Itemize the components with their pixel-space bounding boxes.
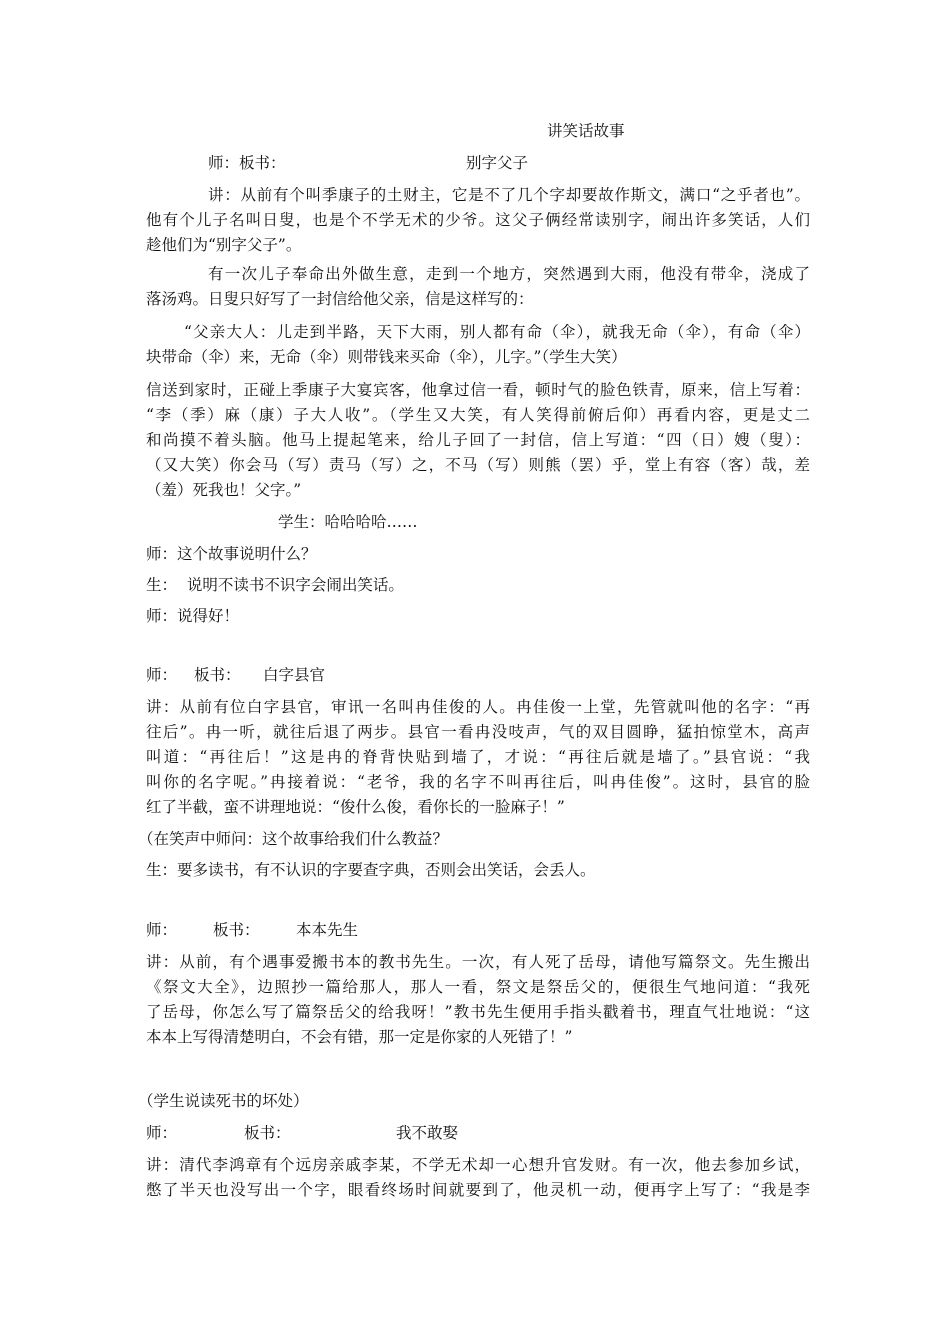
student-answer: 生： 说明不读书不识字会闹出笑话。 [146, 576, 404, 594]
paragraph-line: 讲：从前，有个遇事爱搬书本的教书先生。一次，有人死了岳母，请他写篇祭文。先生搬出 [146, 953, 810, 971]
paragraph-line: 了岳母，你怎么写了篇祭岳父的给我呀！”教书先生便用手指头戳着书，理直气壮地说：“这 [146, 1003, 810, 1021]
paragraph-line: 讲：从前有个叫季康子的土财主，它是不了几个字却要故作斯文，满口“之乎者也”。 [208, 186, 810, 204]
letter-line: “父亲大人：儿走到半路，天下大雨，别人都有命（伞），就我无命（伞），有命（伞） [184, 323, 810, 341]
paragraph-line: （又大笑）你会马（写）责马（写）之，不马（写）则熊（罢）乎，堂上有容（客）哉，差 [146, 456, 810, 474]
page-title: 讲笑话故事 [547, 122, 625, 140]
board-title: 白字县官 [263, 666, 326, 684]
board-title: 别字父子 [466, 154, 529, 172]
teacher-question: （在笑声中师问：这个故事给我们什么教益？ [138, 830, 449, 848]
paragraph-line: 红了半截，蛮不讲理地说：“俊什么俊，看你长的一脸麻子！” [146, 798, 565, 816]
teacher-question: 师：这个故事说明什么？ [146, 545, 317, 563]
paragraph-line: 和尚摸不着头脑。他马上提起笔来，给儿子回了一封信，信上写道：“四（日）嫂（叟）： [146, 431, 810, 449]
teacher-label: 师： [146, 666, 178, 684]
paragraph-line: 本本上写得清楚明白，不会有错，那一定是你家的人死错了！” [146, 1028, 573, 1046]
board-title: 本本先生 [296, 921, 359, 939]
paragraph-line: 有一次儿子奉命出外做生意，走到一个地方，突然遇到大雨，他没有带伞，浇成了 [208, 265, 810, 283]
paragraph-line: 《祭文大全》，边照抄一篇给那人，那人一看，祭文是祭岳父的，便很生气地问道：“我死 [146, 978, 810, 996]
board-label: 师：板书： [208, 154, 286, 172]
board-label: 板书： [244, 1124, 291, 1142]
paragraph-line: 憋了半天也没写出一个字，眼看终场时间就要到了，他灵机一动，便再字上写了：“我是李 [146, 1181, 810, 1199]
paragraph-line: 叫你的名字呢。”冉接着说：“老爷，我的名字不叫再往后，叫冉佳俊”。这时，县官的脸 [146, 773, 810, 791]
paragraph-line: 往后”。冉一听，就往后退了两步。县官一看冉没吱声，气的双目圆睁，猛拍惊堂木，高声 [146, 723, 810, 741]
paragraph-line: 信送到家时，正碰上季康子大宴宾客，他拿过信一看，顿时气的脸色铁青，原来，信上写着： [146, 381, 810, 399]
student-answer: 生：要多读书，有不认识的字要查字典，否则会出笑话，会丢人。 [146, 861, 596, 879]
paragraph-line: 他有个儿子名叫日叟，也是个不学无术的少爷。这父子俩经常读别字，闹出许多笑话，人们 [146, 211, 810, 229]
students-line: 学生：哈哈哈哈…… [278, 513, 418, 531]
paragraph-line: （羞）死我也！父字。” [146, 481, 302, 499]
paragraph-line: 叫道：“再往后！”这是冉的脊背快贴到墙了，才说：“再往后就是墙了。”县官说：“我 [146, 748, 810, 766]
paragraph-line: 讲：清代李鸿章有个远房亲戚李某，不学无术却一心想升官发财。有一次，他去参加乡试， [146, 1156, 810, 1174]
paragraph-line: “李（季）麻（康）子大人收”。（学生又大笑，有人笑得前俯后仰）再看内容，更是丈二 [146, 406, 810, 424]
paragraph-line: 趁他们为“别字父子”。 [146, 236, 302, 254]
board-title: 我不敢娶 [396, 1124, 459, 1142]
letter-line: 块带命（伞）来，无命（伞）则带钱来买命（伞），儿字。”（学生大笑） [146, 348, 627, 366]
teacher-praise: 师：说得好！ [146, 607, 240, 625]
paragraph-line: 落汤鸡。日叟只好写了一封信给他父亲，信是这样写的： [146, 290, 534, 308]
teacher-label: 师： [146, 1124, 178, 1142]
lesson-note: （学生说读死书的坏处） [138, 1092, 309, 1110]
board-label: 板书： [213, 921, 260, 939]
teacher-label: 师： [146, 921, 178, 939]
board-label: 板书： [194, 666, 241, 684]
paragraph-line: 讲：从前有位白字县官，审讯一名叫冉佳俊的人。冉佳俊一上堂，先管就叫他的名字：“再 [146, 698, 810, 716]
